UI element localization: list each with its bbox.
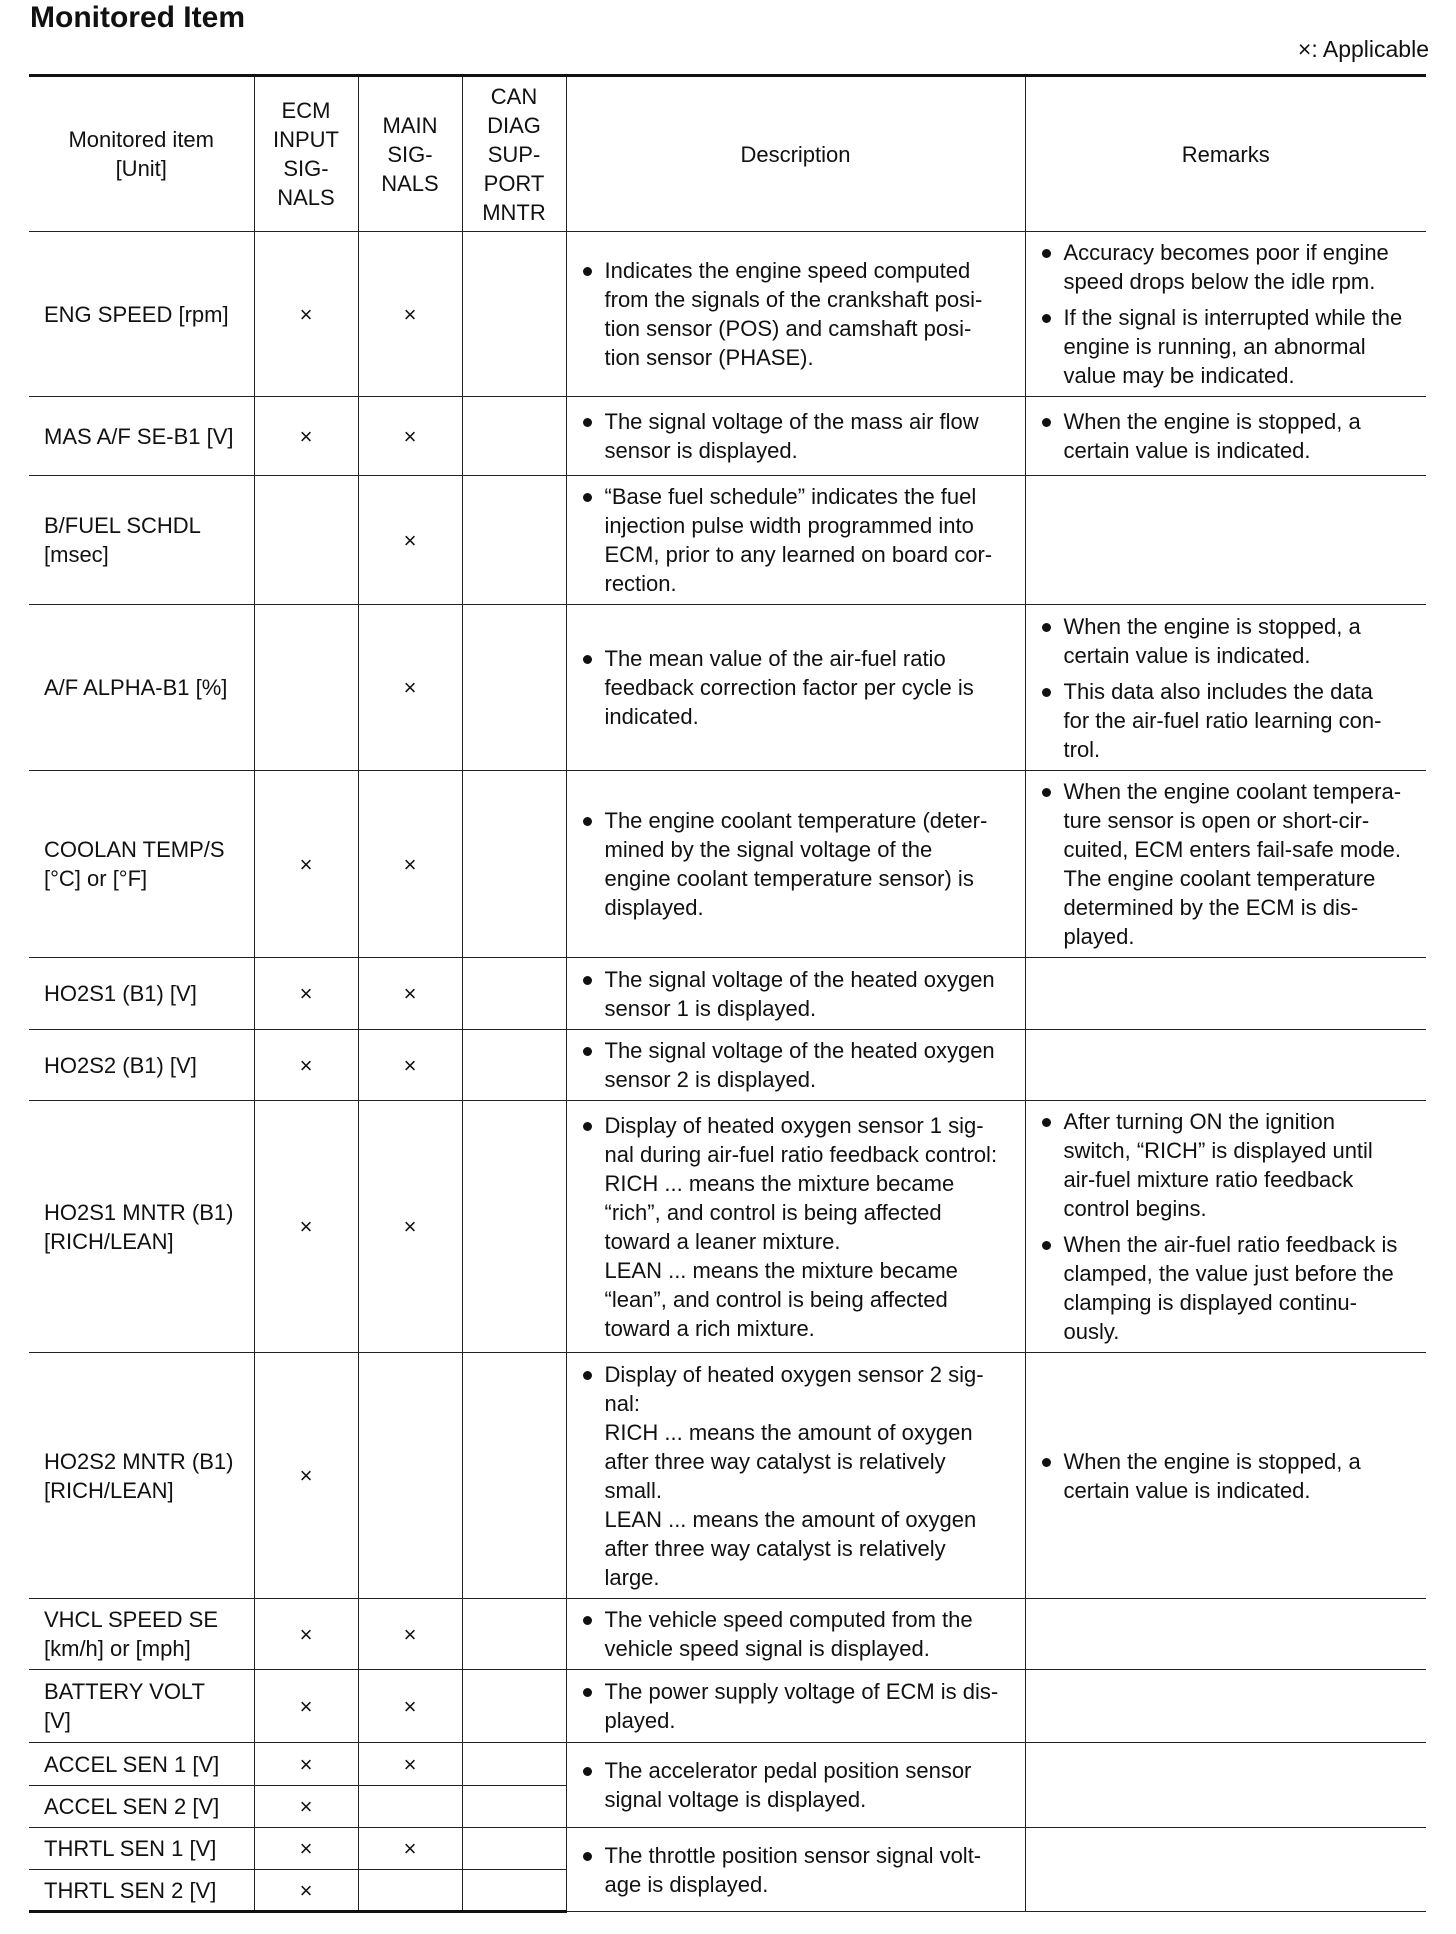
- main-signal-cell: ×: [358, 1030, 462, 1101]
- can-diag-cell: [462, 1870, 566, 1912]
- can-diag-cell: [462, 605, 566, 771]
- remarks-cell: [1025, 1353, 1426, 1599]
- item-cell: ACCEL SEN 1 [V]: [29, 1743, 254, 1786]
- bullet-icon: [583, 1616, 592, 1625]
- can-diag-cell: [462, 397, 566, 476]
- bullet-icon: [583, 267, 592, 276]
- main-signal-cell: [358, 1353, 462, 1599]
- bullet-icon: [1042, 418, 1051, 427]
- bullet-icon: [1042, 688, 1051, 697]
- can-diag-cell: [462, 476, 566, 605]
- bullet-item: Indicates the engine speed computed from the signals of the crankshaft posi- tion sensor (POS) and camshaft posi- tion sensor (PHASE).: [581, 256, 1017, 372]
- ecm-input-cell: ×: [254, 397, 358, 476]
- main-signal-cell: ×: [358, 1828, 462, 1870]
- bullet-item: The signal voltage of the heated oxygen sensor 1 is displayed.: [581, 965, 1017, 1023]
- ecm-input-cell: [254, 476, 358, 605]
- bullet-item: After turning ON the ignition switch, “RICH” is displayed until air-fuel mixture ratio feedback control begins.: [1040, 1107, 1419, 1223]
- item-cell: B/FUEL SCHDL [msec]: [29, 476, 254, 605]
- table-row: [29, 1030, 1426, 1101]
- table-row: [29, 476, 1426, 605]
- bullet-icon: [583, 418, 592, 427]
- remarks-cell: [1025, 232, 1426, 397]
- main-signal-cell: ×: [358, 1101, 462, 1353]
- main-signal-cell: ×: [358, 1670, 462, 1743]
- bullet-icon: [1042, 623, 1051, 632]
- description-cell: [566, 232, 1025, 397]
- bullet-item: The accelerator pedal position sensor signal voltage is displayed.: [581, 1756, 1017, 1814]
- ecm-input-cell: ×: [254, 232, 358, 397]
- item-cell: ENG SPEED [rpm]: [29, 232, 254, 397]
- ecm-input-cell: ×: [254, 1786, 358, 1828]
- item-cell: HO2S2 MNTR (B1) [RICH/LEAN]: [29, 1353, 254, 1599]
- main-signal-cell: ×: [358, 476, 462, 605]
- can-diag-cell: [462, 1670, 566, 1743]
- description-cell: [566, 605, 1025, 771]
- remarks-cell: [1025, 1670, 1426, 1743]
- bullet-item: Display of heated oxygen sensor 2 sig- nal: RICH ... means the amount of oxygen after three way catalyst is relatively small. LEAN ... means the amount of oxygen after three way catalyst is relatively large.: [581, 1360, 1017, 1592]
- description-cell: [566, 1828, 1025, 1912]
- bullet-item: The mean value of the air-fuel ratio feedback correction factor per cycle is indicated.: [581, 644, 1017, 731]
- description-cell: [566, 1353, 1025, 1599]
- remarks-cell: [1025, 958, 1426, 1030]
- ecm-input-cell: ×: [254, 958, 358, 1030]
- bullet-icon: [1042, 1118, 1051, 1127]
- monitored-item-table-wrapper: [29, 74, 1426, 1913]
- applicable-legend: ×: Applicable: [1297, 36, 1429, 62]
- table-row: [29, 1353, 1426, 1599]
- description-cell: [566, 1670, 1025, 1743]
- item-cell: HO2S1 MNTR (B1) [RICH/LEAN]: [29, 1101, 254, 1353]
- table-row: [29, 397, 1426, 476]
- table-row: [29, 1828, 1426, 1870]
- table-body: [29, 232, 1426, 1912]
- main-signal-cell: ×: [358, 1743, 462, 1786]
- remarks-cell: [1025, 397, 1426, 476]
- can-diag-cell: [462, 1101, 566, 1353]
- bullet-icon: [583, 1047, 592, 1056]
- bullet-item: Accuracy becomes poor if engine speed drops below the idle rpm.: [1040, 238, 1419, 296]
- item-cell: ACCEL SEN 2 [V]: [29, 1786, 254, 1828]
- ecm-input-cell: ×: [254, 771, 358, 958]
- header-can-diag-support-mntr: CAN DIAG SUP- PORT MNTR: [462, 76, 566, 232]
- header-main-signals: MAIN SIG- NALS: [358, 76, 462, 232]
- bullet-icon: [583, 1688, 592, 1697]
- item-cell: COOLAN TEMP/S [°C] or [°F]: [29, 771, 254, 958]
- description-cell: [566, 397, 1025, 476]
- bullet-item: This data also includes the data for the air-fuel ratio learning con- trol.: [1040, 677, 1419, 764]
- bullet-item: When the engine is stopped, a certain value is indicated.: [1040, 612, 1419, 670]
- item-cell: MAS A/F SE-B1 [V]: [29, 397, 254, 476]
- page-title: Monitored Item: [30, 1, 245, 34]
- ecm-input-cell: ×: [254, 1599, 358, 1670]
- ecm-input-cell: ×: [254, 1030, 358, 1101]
- remarks-cell: [1025, 605, 1426, 771]
- bullet-icon: [1042, 1458, 1051, 1467]
- item-cell: A/F ALPHA-B1 [%]: [29, 605, 254, 771]
- bullet-item: The vehicle speed computed from the vehicle speed signal is displayed.: [581, 1605, 1017, 1663]
- header-remarks: Remarks: [1025, 76, 1426, 232]
- bullet-icon: [583, 976, 592, 985]
- table-row: [29, 1101, 1426, 1353]
- ecm-input-cell: ×: [254, 1870, 358, 1912]
- main-signal-cell: [358, 1870, 462, 1912]
- item-cell: BATTERY VOLT [V]: [29, 1670, 254, 1743]
- bullet-icon: [1042, 1241, 1051, 1250]
- bullet-item: When the engine is stopped, a certain value is indicated.: [1040, 407, 1419, 465]
- header-row: [29, 76, 1426, 232]
- bullet-icon: [583, 493, 592, 502]
- bullet-icon: [1042, 314, 1051, 323]
- bullet-icon: [1042, 249, 1051, 258]
- bullet-icon: [583, 1122, 592, 1131]
- item-cell: THRTL SEN 1 [V]: [29, 1828, 254, 1870]
- can-diag-cell: [462, 958, 566, 1030]
- can-diag-cell: [462, 1828, 566, 1870]
- item-cell: HO2S2 (B1) [V]: [29, 1030, 254, 1101]
- table-row: [29, 1743, 1426, 1786]
- bullet-icon: [583, 1852, 592, 1861]
- main-signal-cell: ×: [358, 958, 462, 1030]
- can-diag-cell: [462, 232, 566, 397]
- main-signal-cell: ×: [358, 605, 462, 771]
- remarks-cell: [1025, 1743, 1426, 1828]
- ecm-input-cell: ×: [254, 1101, 358, 1353]
- item-cell: HO2S1 (B1) [V]: [29, 958, 254, 1030]
- main-signal-cell: ×: [358, 771, 462, 958]
- table-row: [29, 232, 1426, 397]
- description-cell: [566, 1599, 1025, 1670]
- description-cell: [566, 476, 1025, 605]
- bullet-item: When the air-fuel ratio feedback is clamped, the value just before the clamping is displayed continu- ously.: [1040, 1230, 1419, 1346]
- bullet-item: When the engine is stopped, a certain value is indicated.: [1040, 1447, 1419, 1505]
- bullet-icon: [583, 817, 592, 826]
- table-row: [29, 605, 1426, 771]
- bullet-item: The power supply voltage of ECM is dis- played.: [581, 1677, 1017, 1735]
- main-signal-cell: [358, 1786, 462, 1828]
- description-cell: [566, 1030, 1025, 1101]
- ecm-input-cell: ×: [254, 1670, 358, 1743]
- ecm-input-cell: [254, 605, 358, 771]
- remarks-cell: [1025, 1101, 1426, 1353]
- bullet-item: If the signal is interrupted while the engine is running, an abnormal value may be indicated.: [1040, 303, 1419, 390]
- remarks-cell: [1025, 771, 1426, 958]
- bullet-item: When the engine coolant tempera- ture sensor is open or short-cir- cuited, ECM enters fail-safe mode. The engine coolant temperature determined by the ECM is dis- played.: [1040, 777, 1419, 951]
- can-diag-cell: [462, 1743, 566, 1786]
- table-row: [29, 771, 1426, 958]
- table-row: [29, 1599, 1426, 1670]
- can-diag-cell: [462, 1030, 566, 1101]
- monitored-item-table: [29, 74, 1426, 1913]
- bullet-item: The signal voltage of the heated oxygen sensor 2 is displayed.: [581, 1036, 1017, 1094]
- remarks-cell: [1025, 1828, 1426, 1912]
- header-description: Description: [566, 76, 1025, 232]
- description-cell: [566, 1101, 1025, 1353]
- bullet-item: The engine coolant temperature (deter- mined by the signal voltage of the engine coolant temperature sensor) is displayed.: [581, 806, 1017, 922]
- header-ecm-input-signals: ECM INPUT SIG- NALS: [254, 76, 358, 232]
- remarks-cell: [1025, 1030, 1426, 1101]
- bullet-item: The signal voltage of the mass air flow sensor is displayed.: [581, 407, 1017, 465]
- table-row: [29, 958, 1426, 1030]
- bullet-icon: [583, 1767, 592, 1776]
- header-monitored-item: Monitored item [Unit]: [29, 76, 254, 232]
- description-cell: [566, 771, 1025, 958]
- bullet-icon: [583, 1371, 592, 1380]
- description-cell: [566, 1743, 1025, 1828]
- main-signal-cell: ×: [358, 1599, 462, 1670]
- can-diag-cell: [462, 771, 566, 958]
- main-signal-cell: ×: [358, 397, 462, 476]
- description-cell: [566, 958, 1025, 1030]
- bullet-icon: [1042, 788, 1051, 797]
- can-diag-cell: [462, 1599, 566, 1670]
- ecm-input-cell: ×: [254, 1353, 358, 1599]
- bullet-icon: [583, 655, 592, 664]
- remarks-cell: [1025, 1599, 1426, 1670]
- bullet-item: Display of heated oxygen sensor 1 sig- nal during air-fuel ratio feedback control: RICH ... means the mixture became “rich”, and control is being affected toward a leaner mixture. LEAN ... means the mixture became “lean”, and control is being affected toward a rich mixture.: [581, 1111, 1017, 1343]
- ecm-input-cell: ×: [254, 1828, 358, 1870]
- can-diag-cell: [462, 1786, 566, 1828]
- bullet-item: “Base fuel schedule” indicates the fuel injection pulse width programmed into ECM, prior to any learned on board cor- rection.: [581, 482, 1017, 598]
- item-cell: THRTL SEN 2 [V]: [29, 1870, 254, 1912]
- bullet-item: The throttle position sensor signal volt- age is displayed.: [581, 1841, 1017, 1899]
- item-cell: VHCL SPEED SE [km/h] or [mph]: [29, 1599, 254, 1670]
- ecm-input-cell: ×: [254, 1743, 358, 1786]
- main-signal-cell: ×: [358, 232, 462, 397]
- can-diag-cell: [462, 1353, 566, 1599]
- remarks-cell: [1025, 476, 1426, 605]
- table-row: [29, 1670, 1426, 1743]
